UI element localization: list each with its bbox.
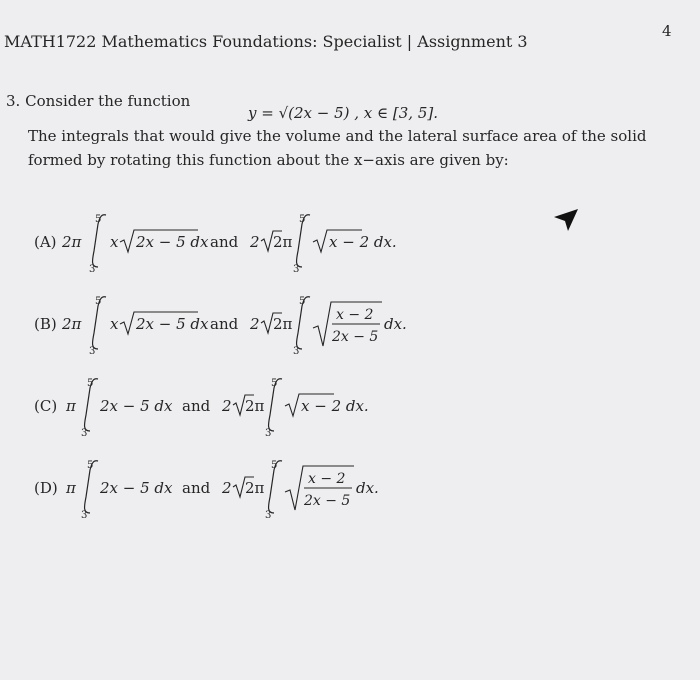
option-d[interactable] — [30, 452, 450, 532]
option-label: (B) — [34, 315, 57, 333]
option-b-formula — [30, 288, 450, 368]
svg-text:5: 5 — [299, 296, 306, 307]
svg-text:dx.: dx. — [384, 315, 407, 333]
option-c[interactable] — [30, 370, 450, 450]
svg-text:5: 5 — [87, 378, 94, 389]
svg-text:2π: 2π — [245, 479, 265, 497]
svg-text:2π: 2π — [273, 315, 293, 333]
svg-text:π: π — [66, 479, 76, 497]
svg-text:2π: 2π — [62, 315, 82, 333]
svg-text:2: 2 — [250, 233, 260, 251]
question-prompt: Consider the function — [25, 92, 191, 110]
option-a-formula — [30, 206, 450, 286]
svg-text:x − 2 dx.: x − 2 dx. — [329, 233, 397, 251]
svg-text:5: 5 — [299, 214, 306, 225]
svg-text:2π: 2π — [245, 397, 265, 415]
svg-text:3: 3 — [89, 346, 96, 357]
svg-text:x − 2 dx.: x − 2 dx. — [301, 397, 369, 415]
svg-text:x − 2: x − 2 — [336, 307, 374, 323]
svg-text:π: π — [66, 397, 76, 415]
svg-text:2x − 5 dx: 2x − 5 dx — [136, 233, 209, 251]
svg-text:5: 5 — [87, 460, 94, 471]
svg-text:3: 3 — [81, 428, 88, 439]
option-connector: and — [210, 233, 239, 251]
svg-text:2: 2 — [222, 397, 232, 415]
function-definition: y = √(2x − 5) , x ∈ [3, 5]. — [248, 104, 438, 122]
page-number: 4 — [662, 22, 672, 40]
question-text: The integrals that would give the volume and the lateral surface area of the solid formed by rotating this function about the x−axis are given by: — [28, 127, 647, 169]
svg-text:2x − 5 dx: 2x − 5 dx — [136, 315, 209, 333]
option-d-formula — [30, 452, 450, 532]
svg-text:3: 3 — [89, 264, 96, 275]
svg-text:2x − 5: 2x − 5 — [304, 493, 351, 509]
svg-text:3: 3 — [293, 346, 300, 357]
question-intro — [6, 92, 190, 110]
svg-text:x: x — [110, 233, 119, 251]
svg-text:5: 5 — [95, 214, 102, 225]
assignment-header: MATH1722 Mathematics Foundations: Specialist | Assignment 3 — [4, 32, 528, 51]
svg-text:2π: 2π — [273, 233, 293, 251]
option-c-formula — [30, 370, 450, 450]
svg-text:3: 3 — [265, 510, 272, 521]
svg-text:2: 2 — [250, 315, 260, 333]
option-connector: and — [182, 479, 211, 497]
svg-text:5: 5 — [271, 378, 278, 389]
option-connector: and — [210, 315, 239, 333]
svg-text:2π: 2π — [62, 233, 82, 251]
svg-text:x: x — [110, 315, 119, 333]
svg-text:dx.: dx. — [356, 479, 379, 497]
question-number: 3. — [6, 92, 21, 110]
svg-text:5: 5 — [95, 296, 102, 307]
svg-text:2x − 5 dx: 2x − 5 dx — [100, 397, 173, 415]
svg-text:x − 2: x − 2 — [308, 471, 346, 487]
option-a[interactable] — [30, 206, 450, 286]
svg-text:3: 3 — [81, 510, 88, 521]
pointer-cursor-icon — [552, 207, 582, 237]
option-b[interactable] — [30, 288, 450, 368]
option-connector: and — [182, 397, 211, 415]
svg-text:2x − 5: 2x − 5 — [332, 329, 379, 345]
svg-text:5: 5 — [271, 460, 278, 471]
option-label: (D) — [34, 479, 58, 497]
svg-text:3: 3 — [265, 428, 272, 439]
svg-text:2: 2 — [222, 479, 232, 497]
option-label: (C) — [34, 397, 58, 415]
svg-text:3: 3 — [293, 264, 300, 275]
option-label: (A) — [34, 233, 57, 251]
svg-text:2x − 5 dx: 2x − 5 dx — [100, 479, 173, 497]
